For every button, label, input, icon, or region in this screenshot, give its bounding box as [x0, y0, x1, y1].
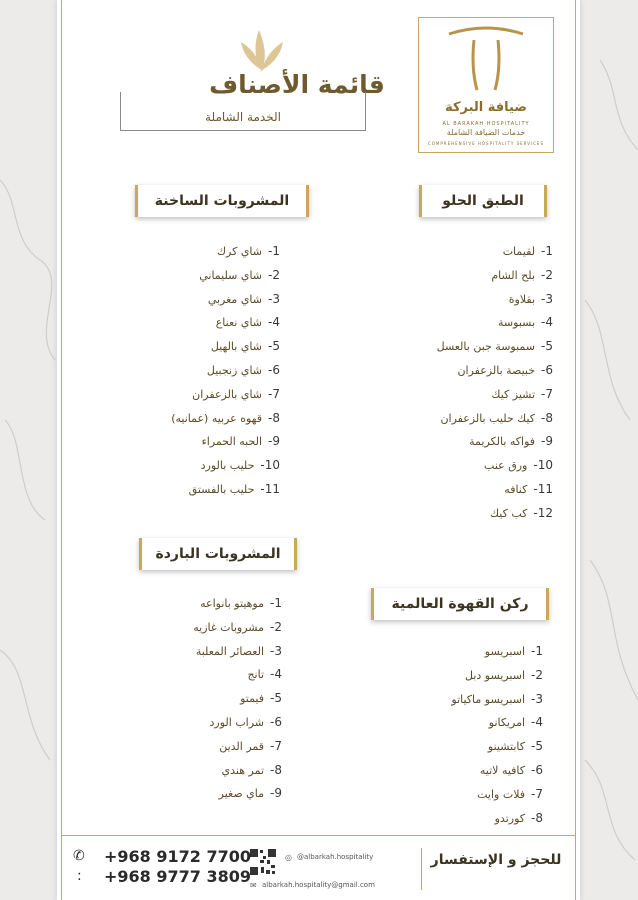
list-item: 9-ماي صغير: [218, 786, 282, 801]
list-item: 4-تانج: [247, 667, 282, 682]
list-item: 10-ورق عنب: [484, 458, 553, 473]
logo-name-ar: ضيافة البركة: [445, 100, 527, 115]
list-item: 12-كب كيك: [490, 505, 553, 520]
footer-divider: [61, 835, 576, 836]
list-item: 6-كافيه لاتيه: [479, 762, 543, 777]
instagram-handle[interactable]: @albarkah.hospitality: [297, 853, 374, 861]
list-item: 3-بقلاوة: [508, 291, 553, 306]
contact-label: للحجز و الإستفسار: [430, 852, 562, 868]
list-item: 8-كورتدو: [494, 810, 543, 825]
section-title-coffee: ركن القهوة العالمية: [371, 588, 549, 620]
list-item: 3-شاي مغربي: [207, 291, 280, 306]
list-item: 5-سمبوسة جبن بالعسل: [436, 339, 553, 354]
menu-sheet: [57, 0, 580, 900]
page-subtitle: الخدمة الشاملة: [205, 110, 281, 124]
phone-icon: ✆: [73, 848, 85, 864]
list-item: 8-كيك حليب بالزعفران: [440, 410, 553, 425]
list-item: 7-قمر الدين: [219, 738, 282, 753]
list-item: 9-فواكه بالكريمة: [469, 434, 553, 449]
list-item: 1-شاي كرك: [216, 244, 280, 258]
list-item: 4-بسبوسة: [498, 315, 553, 330]
logo-arch-icon: [419, 18, 553, 98]
list-item: 4-امريكانو: [488, 715, 543, 730]
qr-code-icon: [249, 848, 277, 876]
company-logo: [418, 17, 554, 153]
list-item: 5-فيمتو: [240, 691, 282, 706]
colon-separator: :: [77, 868, 82, 884]
phone-number-1[interactable]: +968 9172 7700: [104, 847, 252, 866]
coffee-list: [373, 640, 543, 830]
list-item: 5-شاي بالهيل: [210, 339, 280, 354]
subtitle-frame: [120, 92, 366, 131]
section-title-cold-drinks: المشروبات الباردة: [139, 538, 297, 570]
list-item: 2-بلح الشام: [491, 267, 553, 282]
email-icon: ✉: [250, 881, 257, 890]
list-item: 2-شاي سليماني: [199, 267, 280, 282]
logo-name-en: AL BARAKAH HOSPITALITY: [442, 121, 530, 127]
list-item: 8-قهوه عربيه (عمانيه): [171, 410, 280, 425]
list-item: 2-مشروبات غازيه: [193, 619, 282, 634]
list-item: 3-العصائر المعلبة: [195, 643, 282, 658]
list-item: 1-اسبريسو: [484, 644, 543, 658]
list-item: 5-كابتشينو: [487, 739, 543, 754]
list-item: 11-حليب بالفستق: [188, 481, 280, 496]
list-item: 11-كنافه: [504, 481, 553, 496]
list-item: 6-خبيصة بالزعفران: [457, 362, 553, 377]
section-title-sweets: الطبق الحلو: [419, 185, 547, 217]
sweets-list: [383, 240, 553, 526]
list-item: 7-فلات وايت: [477, 786, 543, 801]
footer-vertical-divider: [421, 848, 422, 890]
list-item: 10-حليب بالورد: [200, 458, 280, 473]
list-item: 3-اسبريسو ماكياتو: [451, 691, 543, 706]
instagram-icon: ◎: [285, 853, 292, 862]
list-item: 7-تشيز كيك: [491, 386, 553, 401]
list-item: 4-شاي نعناع: [215, 315, 280, 330]
list-item: 2-اسبريسو دبل: [465, 667, 543, 682]
hot-drinks-list: [100, 240, 280, 502]
list-item: 9-الحبه الحمراء: [201, 434, 280, 449]
list-item: 1-لقيمات: [502, 244, 553, 258]
list-item: 1-موهيتو بانواعه: [200, 596, 282, 610]
section-title-hot-drinks: المشروبات الساخنة: [135, 185, 309, 217]
leaf-ornament-icon: [237, 26, 287, 74]
logo-tagline-ar: خدمات الضيافة الشاملة: [446, 128, 526, 137]
phone-number-2[interactable]: +968 9777 3809: [104, 867, 252, 886]
list-item: 6-شاي زنجبيل: [206, 362, 280, 377]
list-item: 6-شراب الورد: [209, 714, 282, 729]
list-item: 7-شاي بالزعفران: [192, 386, 280, 401]
cold-drinks-list: [102, 592, 282, 806]
page-title: قائمة الأصناف: [209, 70, 385, 99]
list-item: 8-تمر هندي: [221, 762, 282, 777]
logo-tagline-en: COMPREHENSIVE HOSPITALITY SERVICES: [427, 141, 545, 146]
email-address[interactable]: albarkah.hospitality@gmail.com: [262, 881, 375, 889]
